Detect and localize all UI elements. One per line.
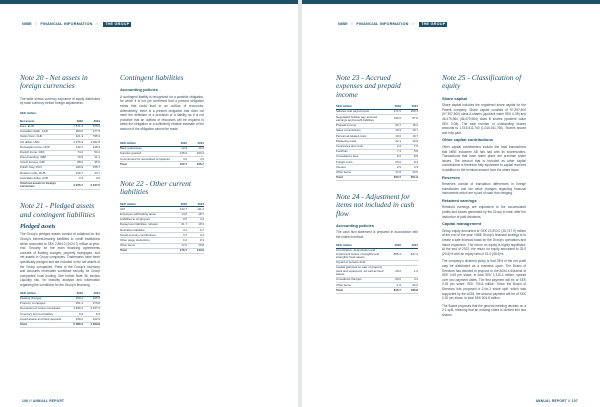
- row-label: Australian dollar, AUD: [20, 176, 66, 181]
- otherpaid-text: Other capital contributions include the total transactions that NIBE Industrier AB has had with its shareholders. Transactions that have taken place are premium share issues. The amount that is included as other capital contributions is therefore fully equivalent to capital received in addition to the nominal amount from the share issue.: [442, 144, 526, 172]
- row-value: 795.3: [83, 134, 100, 139]
- table-row: [20, 181, 100, 190]
- section-label: FINANCIAL INFORMATION: [40, 22, 93, 26]
- row-value: 855.4: [384, 248, 401, 260]
- table-header-cell: 2022: [170, 202, 187, 207]
- row-label: US dollar, USD: [20, 140, 66, 145]
- row-value: 43.7: [83, 171, 100, 176]
- table-header-cell: SEK million: [336, 244, 384, 249]
- note24-sub: Accounting policies: [336, 222, 375, 228]
- row-value: 251.4: [66, 301, 83, 306]
- column-note25: [442, 74, 526, 321]
- row-value: 12.8: [170, 146, 187, 151]
- row-value: 8.2: [384, 154, 401, 159]
- row-value: 4.0: [187, 157, 204, 162]
- row-value: 31.1: [83, 155, 100, 160]
- row-value: 0.6: [83, 176, 100, 181]
- note24-table: [336, 244, 418, 294]
- contingent-text: A contingent liability is recognized for a possible obligation, for which it is not yet confirmed that a present obligation exists that could lead to an outflow of resources. Alternatively, there is a present obligation that does not meet the definition of a provision or a liability as it is not probable that an outflow of resources will be required to settle the obligation or a sufficiently reliable estimate of the amount of the obligation cannot be made.: [120, 94, 204, 132]
- note24-text: The cash flow statement is prepared in accordance with the indirect method.: [336, 230, 418, 239]
- row-label: Total: [336, 288, 384, 293]
- row-value: 19.7: [401, 134, 418, 139]
- row-value: 166.7: [187, 162, 204, 167]
- table-header-cell: SEK million: [120, 142, 170, 147]
- row-value: 7.0: [401, 144, 418, 149]
- table-header-cell: 2022: [170, 142, 187, 147]
- row-label: Liquid assets and bank deposits: [20, 317, 66, 322]
- row-value: 79.9: [66, 155, 83, 160]
- row-value: 421.3: [66, 134, 83, 139]
- row-value: 52.7: [384, 123, 401, 128]
- table-row: [120, 248, 204, 253]
- row-label: Swiss franc, CHF: [20, 134, 66, 139]
- row-label: Danish krone, DKK: [20, 150, 66, 155]
- row-label: VAT: [120, 207, 170, 212]
- row-value: 8.3: [83, 312, 100, 317]
- row-value: 0.7: [187, 228, 204, 233]
- note20-table: [20, 119, 100, 190]
- row-value: 3 427.5: [83, 181, 100, 190]
- row-label: Insurances and rents: [336, 144, 384, 149]
- row-value: 520.7: [384, 175, 401, 180]
- row-value: 20.6: [384, 160, 401, 165]
- row-value: 133.7: [170, 207, 187, 212]
- row-value: 9.4: [66, 312, 83, 317]
- row-value: 7 571.4: [66, 124, 83, 129]
- capman-heading: Capital management: [442, 221, 482, 227]
- row-label: Employee withholding taxes: [120, 212, 170, 217]
- row-value: -1.9: [384, 283, 401, 288]
- row-label: Canadian dollar, CAD: [20, 129, 66, 134]
- row-label: Pound sterling, GBP: [20, 155, 66, 160]
- retained-heading: Retained earnings: [442, 197, 477, 203]
- row-value: 18.7: [187, 212, 204, 217]
- column-note23: [336, 74, 418, 302]
- row-value: -20.0: [384, 277, 401, 282]
- row-value: 5 586.4: [66, 322, 83, 327]
- row-value: 0.3: [66, 176, 83, 181]
- table-row: [336, 175, 418, 180]
- note23-table: [336, 105, 418, 181]
- row-value: 3.4: [187, 233, 204, 238]
- capman-text-2: The company's dividend policy is that 25% of the net profit may be distributed as a business cycle. The Board of Directors has decided to propose to the AGM a dividend of SEK 0.65 per share, in total SEK 1,310.4 million, spread over two payment dates. The first payment will be of SEK 0.35 per share, SEK 705.6 million. Since the Board of Directors has proposed a 2-for-1 share split, which was supported by the AGM, the second payment will be of SEK 0.30 per share, in total SEK 604.8 million.: [442, 259, 526, 301]
- row-value: 47.8: [384, 170, 401, 175]
- row-value: 88.0: [66, 160, 83, 165]
- row-label: Freight costs: [336, 160, 384, 165]
- reserves-heading: Reserves: [442, 174, 460, 180]
- note21-table: [20, 292, 100, 328]
- row-value: 4.0: [170, 157, 187, 162]
- left-page: [0, 0, 298, 407]
- row-label: Bank guarantees: [120, 146, 170, 151]
- row-value: 53.4: [83, 150, 100, 155]
- sharecap-heading: Share capital: [442, 95, 467, 101]
- row-value: 176.7: [170, 248, 187, 253]
- table-header-cell: SEK million: [336, 105, 384, 110]
- row-value: 2.9: [384, 165, 401, 170]
- row-value: 35.6: [83, 160, 100, 165]
- column-note20: [20, 74, 100, 336]
- row-value: 74.2: [66, 150, 83, 155]
- row-value: 160.1: [401, 110, 418, 115]
- table-header-cell: SEK million: [120, 202, 170, 207]
- row-value: 16.8: [187, 243, 204, 248]
- row-value: 87.0: [401, 115, 418, 124]
- row-value: 177.9: [83, 129, 100, 134]
- row-label: Personnel-related costs: [336, 134, 384, 139]
- row-label: Property mortgages: [20, 301, 66, 306]
- row-value: 5.8: [401, 149, 418, 154]
- contingent-title: Contingent liabilities: [120, 73, 184, 82]
- row-value: 0.3: [187, 238, 204, 243]
- row-value: 786.8: [401, 288, 418, 293]
- row-label: Net assets of Group companies: [20, 307, 66, 312]
- row-label: Total: [20, 322, 66, 327]
- row-label: Floating charges: [20, 296, 66, 301]
- table-row: [336, 265, 418, 277]
- reserves-text: Reserves consist of translation differences in foreign subsidiaries and fair value changes regarding financial instruments which are a part of cash flow hedging.: [442, 182, 526, 196]
- row-value: 130.1: [66, 145, 83, 150]
- row-label: Salaries and payroll costs: [336, 110, 384, 115]
- row-value: 15.9: [401, 139, 418, 144]
- row-value: 4 486.2: [66, 307, 83, 312]
- table-header-cell: 2022: [66, 119, 83, 124]
- row-value: 4 269.9: [83, 322, 100, 327]
- retained-text: Retained earnings are equivalent to the accumulated profits and losses generated by the Group in total, after the deduction of paid dividends.: [442, 205, 526, 219]
- row-label: Euro, EUR: [20, 124, 66, 129]
- group-tag: THE GROUP: [105, 22, 130, 26]
- section-label: FINANCIAL INFORMATION: [356, 22, 409, 26]
- table-header-cell: SEK million: [20, 292, 66, 297]
- row-label: Norwegian krone, NOK: [20, 145, 66, 150]
- row-label: Other items: [336, 283, 384, 288]
- row-value: 2 076.3: [66, 140, 83, 145]
- row-value: 14.0: [170, 212, 187, 217]
- contingent-table: [120, 142, 204, 168]
- row-label: Consultancy fees: [336, 154, 384, 159]
- table-row: [336, 288, 418, 293]
- row-value: 627.2: [401, 248, 418, 260]
- row-value: 7.3: [384, 149, 401, 154]
- row-value: 12.2: [187, 146, 204, 151]
- brand-label: NIBE: [338, 22, 348, 26]
- row-value: 1.2: [401, 265, 418, 277]
- table-header-cell: 2022: [384, 105, 401, 110]
- note25-title: Note 25 - Classification of equity: [442, 73, 522, 91]
- row-value: 3 197.4: [83, 307, 100, 312]
- footer-right: ANNUAL REPORT // 107: [535, 399, 578, 403]
- row-value: 148.3: [83, 145, 100, 150]
- row-label: Commitment for associated companies: [120, 156, 170, 161]
- row-value: 309.6: [66, 129, 83, 134]
- row-label: Polish zloty, PLN: [20, 166, 66, 171]
- row-value: 22.1: [384, 139, 401, 144]
- row-label: Sales commissions: [336, 129, 384, 134]
- row-label: Czech koruna, CZK: [20, 160, 66, 165]
- row-label: Interest: [336, 165, 384, 170]
- note21-title: Note 21 - Pledged assets and contingent liabilities: [20, 201, 95, 219]
- row-value: 180.9: [66, 166, 83, 171]
- row-value: 495.5: [83, 296, 100, 301]
- row-label: Other items: [336, 170, 384, 175]
- note22-title: Note 22 - Other current liabilities: [120, 178, 191, 196]
- row-value: 19.3: [384, 129, 401, 134]
- row-value: 349.2: [66, 317, 83, 322]
- page-header-right: NIBE // FINANCIAL INFORMATION // THE GROUP: [338, 22, 446, 26]
- row-value: 490.2: [66, 296, 83, 301]
- row-value: -18.2: [384, 265, 401, 277]
- row-label: Prepaid income: [336, 123, 384, 128]
- otherpaid-heading: Other capital contributions: [442, 137, 494, 143]
- row-value: -42.2: [401, 283, 418, 288]
- table-header-cell: Net assets: [20, 119, 66, 124]
- row-label: Marketing costs: [336, 139, 384, 144]
- row-label: Amortization, depreciation and impairment losses of tangible and intangible fixed assets: [336, 248, 384, 260]
- capman-text-3: The Board proposes that the general meeting decides on a 2:1 split, meaning that an existing share is divided into two shares.: [442, 303, 526, 317]
- note21-text: The Group's pledged assets consist of collateral for the Group's interest-bearing liabilities to credit institutions which amounted to SEK 2,894.0 (2024.7) million at year-end. Security for the main financing agreements consists of floating charges, property mortgages, and net assets in Group companies. Trademarks have been specifically pledged and are included in the net assets of the Group companies. Parts of the Group's inventory and accounts receivable constitute security for Group companies' local lending. See further Note 36, section Liquidity risk, for maturity analysis and information regarding the conditions for the Group's financing.: [20, 232, 100, 287]
- row-value: 17.0: [170, 243, 187, 248]
- table-header-cell: 2021: [83, 119, 100, 124]
- row-label: Liabilities to employees: [120, 217, 170, 222]
- row-value: 9.5: [170, 217, 187, 222]
- table-row: [336, 248, 418, 260]
- row-value: 8.8: [401, 154, 418, 159]
- row-value: 0.3: [401, 165, 418, 170]
- row-value: 975.6: [83, 124, 100, 129]
- right-page: [302, 0, 600, 407]
- sharecap-text: Share capital includes the registered share capital for the Parent company. Share capital consists of 97,397,600 (97,397,600) class A shares (quotient value SEK 0.08) and 46,479,964 (46,479,964) class B shares (quotient value SEK 0.08). The total number of outstanding shares amounts to 1,016,511,760 (1,016,511,760). Shares issued and fully paid.: [442, 103, 526, 135]
- row-value: 135.9: [170, 152, 187, 157]
- table-row: [336, 115, 418, 124]
- row-value: 1 092.8: [83, 140, 100, 145]
- row-value: 158.7: [83, 166, 100, 171]
- row-value: 21.7: [170, 222, 187, 227]
- note20-unit: SEK million: [20, 110, 37, 115]
- row-label: Social security contributions: [120, 233, 170, 238]
- row-value: 246.7: [66, 171, 83, 176]
- row-value: 6.4: [384, 144, 401, 149]
- row-value: 8.3: [401, 160, 418, 165]
- note20-title: Note 20 - Net assets in foreign currencies: [20, 73, 88, 91]
- row-value: 15.2: [401, 123, 418, 128]
- table-header-cell: 2021: [187, 142, 204, 147]
- row-label: Total: [120, 248, 170, 253]
- row-label: Impact of pension debt: [336, 260, 384, 265]
- footer-left: 106 // ANNUAL REPORT: [22, 399, 65, 403]
- row-value: 351.9: [401, 175, 418, 180]
- note23-title: Note 23 - Accrued expenses and prepaid income: [336, 73, 401, 99]
- row-label: Derivative liabilities: [120, 228, 170, 233]
- row-value: 18.3: [187, 222, 204, 227]
- row-value: 4.1: [170, 228, 187, 233]
- row-label: Russian ruble, RUB: [20, 171, 66, 176]
- top-rule: [302, 0, 600, 4]
- row-value: 815.7: [384, 288, 401, 293]
- group-tag: THE GROUP: [421, 22, 446, 26]
- row-value: 4.3: [187, 217, 204, 222]
- note21-sub: Pledged assets: [20, 223, 56, 230]
- top-rule: [0, 0, 298, 4]
- row-value: 171.5: [384, 110, 401, 115]
- row-label: Fuel/Gas: [336, 149, 384, 154]
- row-label: Unrealized changes: [336, 277, 384, 282]
- row-label: Total: [336, 175, 384, 180]
- row-label: Other wage deductions: [120, 238, 170, 243]
- row-value: 312.5: [83, 317, 100, 322]
- row-label: Total net assets in foreign currencies: [20, 181, 66, 190]
- table-row: [120, 162, 204, 167]
- row-label: Sureties granted: [120, 152, 170, 157]
- brand-label: NIBE: [22, 22, 32, 26]
- row-label: Total: [120, 162, 170, 167]
- page-header-left: NIBE // FINANCIAL INFORMATION // THE GROUP: [22, 22, 130, 26]
- table-header-cell: 2021: [83, 292, 100, 297]
- row-value: 152.7: [170, 162, 187, 167]
- row-label: Repayment liabilities, rebates: [120, 222, 170, 227]
- row-value: 10.6: [384, 134, 401, 139]
- capman-text: Group equity amounted to SEK 23,902.0 (16,747.9) million at the end of the year. NIBE Group's financial strategy is to create a safe financial basis for the Group's operations and future expansion. The return on equity is highly significant. At the end of 2022, the return on equity amounted to 25.0 (20.6)% with an equity ratio of 51.0 (58.6)%.: [442, 228, 526, 256]
- note20-text: The table shows currency exposure of equity distributed by each currency before foreign adjustments.: [20, 96, 100, 106]
- table-header-cell: 2021: [401, 244, 418, 249]
- row-value: 4 976.7: [66, 181, 83, 190]
- table-header-cell: 2021: [401, 105, 418, 110]
- row-value: 33.0: [401, 170, 418, 175]
- row-label: Negotiated holiday pay, accrued earnings and benefit liabilities: [336, 115, 384, 124]
- row-value: 111.2: [187, 207, 204, 212]
- row-value: 279.8: [83, 301, 100, 306]
- row-value: 150.0: [384, 115, 401, 124]
- column-contingent: [120, 74, 204, 262]
- row-value: 3.3: [170, 233, 187, 238]
- contingent-sub: Accounting policies: [120, 87, 159, 93]
- note24-title: Note 24 - Adjustment for items not included in cash flow: [336, 191, 415, 218]
- row-value: 143.6: [187, 248, 204, 253]
- row-value: 0.4: [170, 238, 187, 243]
- table-row: [20, 322, 100, 327]
- row-value: 19.7: [401, 129, 418, 134]
- row-value: 160.3: [187, 152, 204, 157]
- row-label: Inventory and receivables: [20, 312, 66, 317]
- table-header-cell: 2022: [66, 292, 83, 297]
- row-label: Capital gain/loss on sale of property, plant and equipment, as well as fixed assets: [336, 265, 384, 277]
- row-value: 3.4: [401, 277, 418, 282]
- note22-table: [120, 202, 204, 254]
- row-label: Other items: [120, 243, 170, 248]
- table-header-cell: 2022: [384, 244, 401, 249]
- table-header-cell: 2021: [187, 202, 204, 207]
